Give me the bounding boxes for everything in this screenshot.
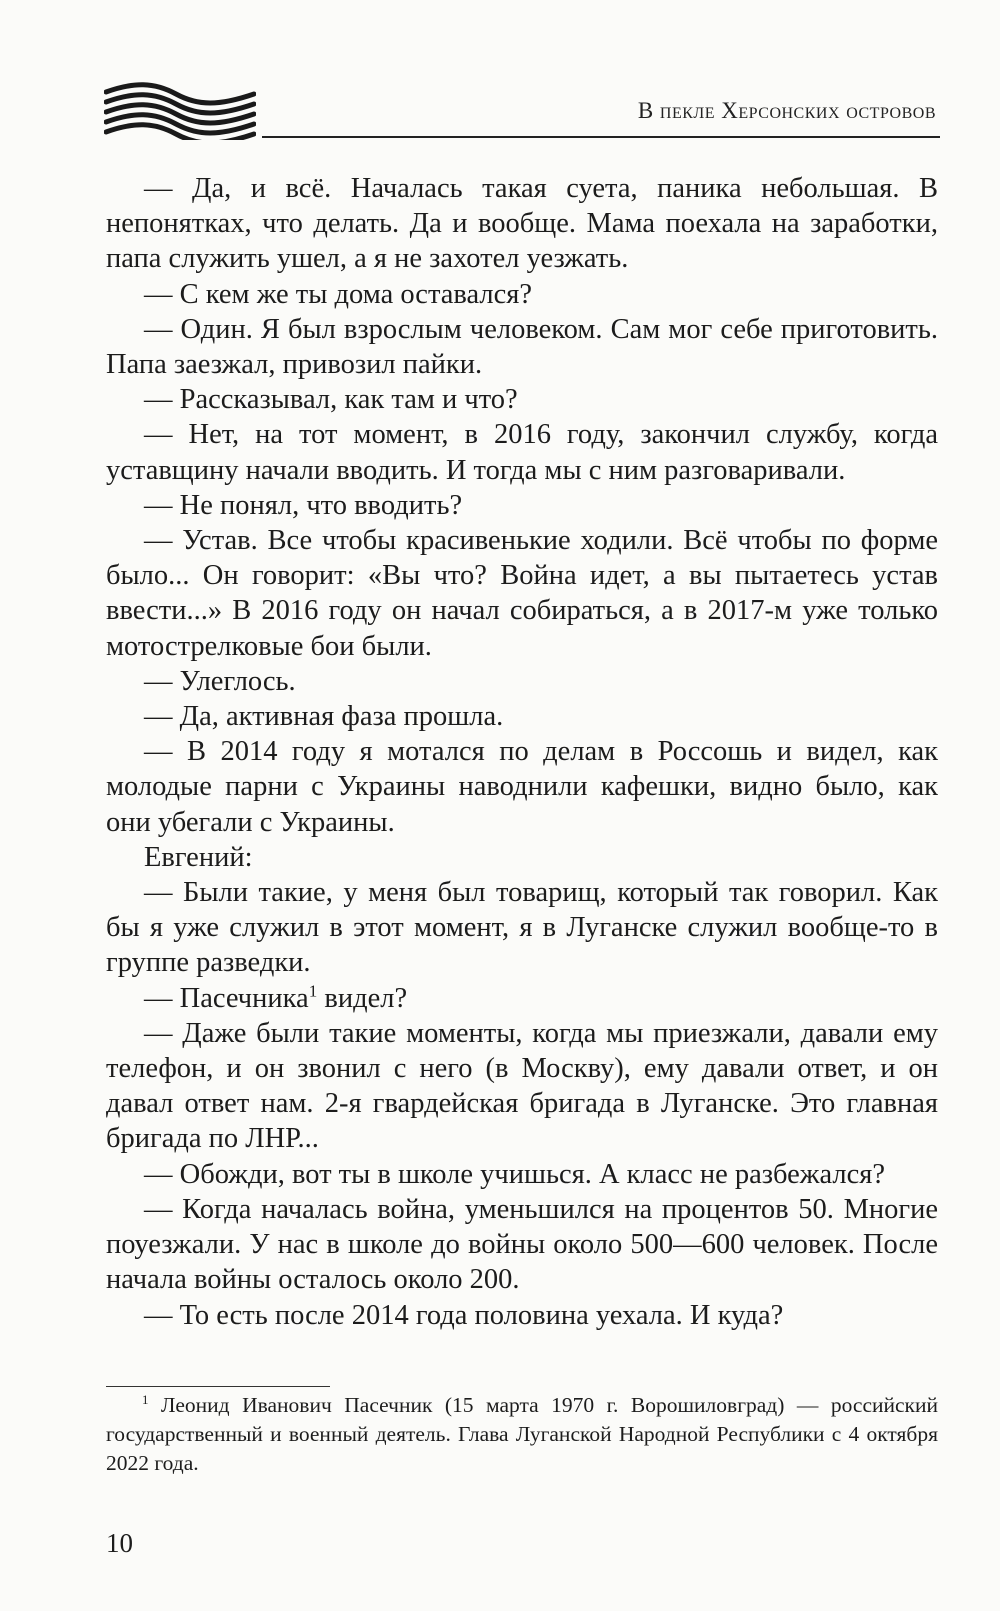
paragraph: — Устав. Все чтобы красивенькие ходили. Всё чтобы по форме было... Он говорит: «Вы что? Война идет, а вы пытаетесь устав ввести...» В 2016 году он начал собираться, а в 2017-м уже только мотострелковые бои были. xyxy=(106,525,938,662)
paragraph: — Один. Я был взрослым человеком. Сам мог себе приготовить. Папа заезжал, привозил пайки. xyxy=(106,313,938,381)
paragraph: — Нет, на тот момент, в 2016 году, закончил службу, когда уставщину начали вводить. И тогда мы с ним разговаривали. xyxy=(106,419,938,486)
paragraph: — Рассказывал, как там и что? xyxy=(144,384,518,416)
header-rule xyxy=(262,136,940,138)
paragraph: — Да, и всё. Началась такая суета, паника небольшая. В непонятках, что делать. Да и вообще. Мама поехала на заработки, папа служить ушел, а я не захотел уезжать. xyxy=(106,173,938,275)
paragraph: — То есть после 2014 года половина уехала. И куда? xyxy=(144,1299,784,1331)
main-text xyxy=(106,171,938,1333)
paragraph: — Когда началась война, уменьшился на процентов 50. Многие поуезжали. У нас в школе до войны около 500—600 человек. После начала войны осталось около 200. xyxy=(106,1193,938,1296)
page-number: 10 xyxy=(106,1528,133,1558)
footnote-text: Леонид Иванович Пасечник (15 марта 1970 г. Ворошиловград) — российский государственный и военный деятель. Глава Луганской Народной Республики с 4 октября 2022 года. xyxy=(106,1393,938,1475)
paragraph-text: — Пасечника xyxy=(144,982,309,1014)
paragraph: — Даже были такие моменты, когда мы приезжали, давали ему телефон, и он звонил с него (в Москву), ему давали ответ, и он давал ответ нам. 2-я гвардейская бригада в Луганске. Это главная бригада по ЛНР... xyxy=(106,1017,938,1155)
paragraph: — С кем же ты дома оставался? xyxy=(144,278,533,310)
paragraph: — Были такие, у меня был товарищ, который так говорил. Как бы я уже служил в этот момент, я в Луганске служил вообще-то в группе разведки. xyxy=(106,877,938,979)
paragraph: Евгений: xyxy=(144,841,253,873)
paragraph: — В 2014 году я мотался по делам в Россошь и видел, как молодые парни с Украины наводнили кафешки, видно было, как они убегали с Украины. xyxy=(106,736,938,838)
footnote-reference: 1 xyxy=(308,981,318,1001)
footnote xyxy=(106,1391,938,1478)
paragraph: — Обожди, вот ты в школе учишься. А класс не разбежался? xyxy=(144,1158,885,1190)
paragraph: — Да, активная фаза прошла. xyxy=(144,701,504,733)
paragraph: — Не понял, что вводить? xyxy=(144,489,463,521)
paragraph: — Улеглось. xyxy=(144,665,296,697)
paragraph-text: видел? xyxy=(317,982,408,1014)
striped-flag-logo-icon xyxy=(104,80,256,140)
running-title: В пекле Херсонских островов xyxy=(637,98,936,123)
paragraph-with-footnote-ref xyxy=(106,981,938,1016)
footnote-rule xyxy=(106,1386,330,1387)
footnote-mark: 1 xyxy=(142,1392,149,1407)
